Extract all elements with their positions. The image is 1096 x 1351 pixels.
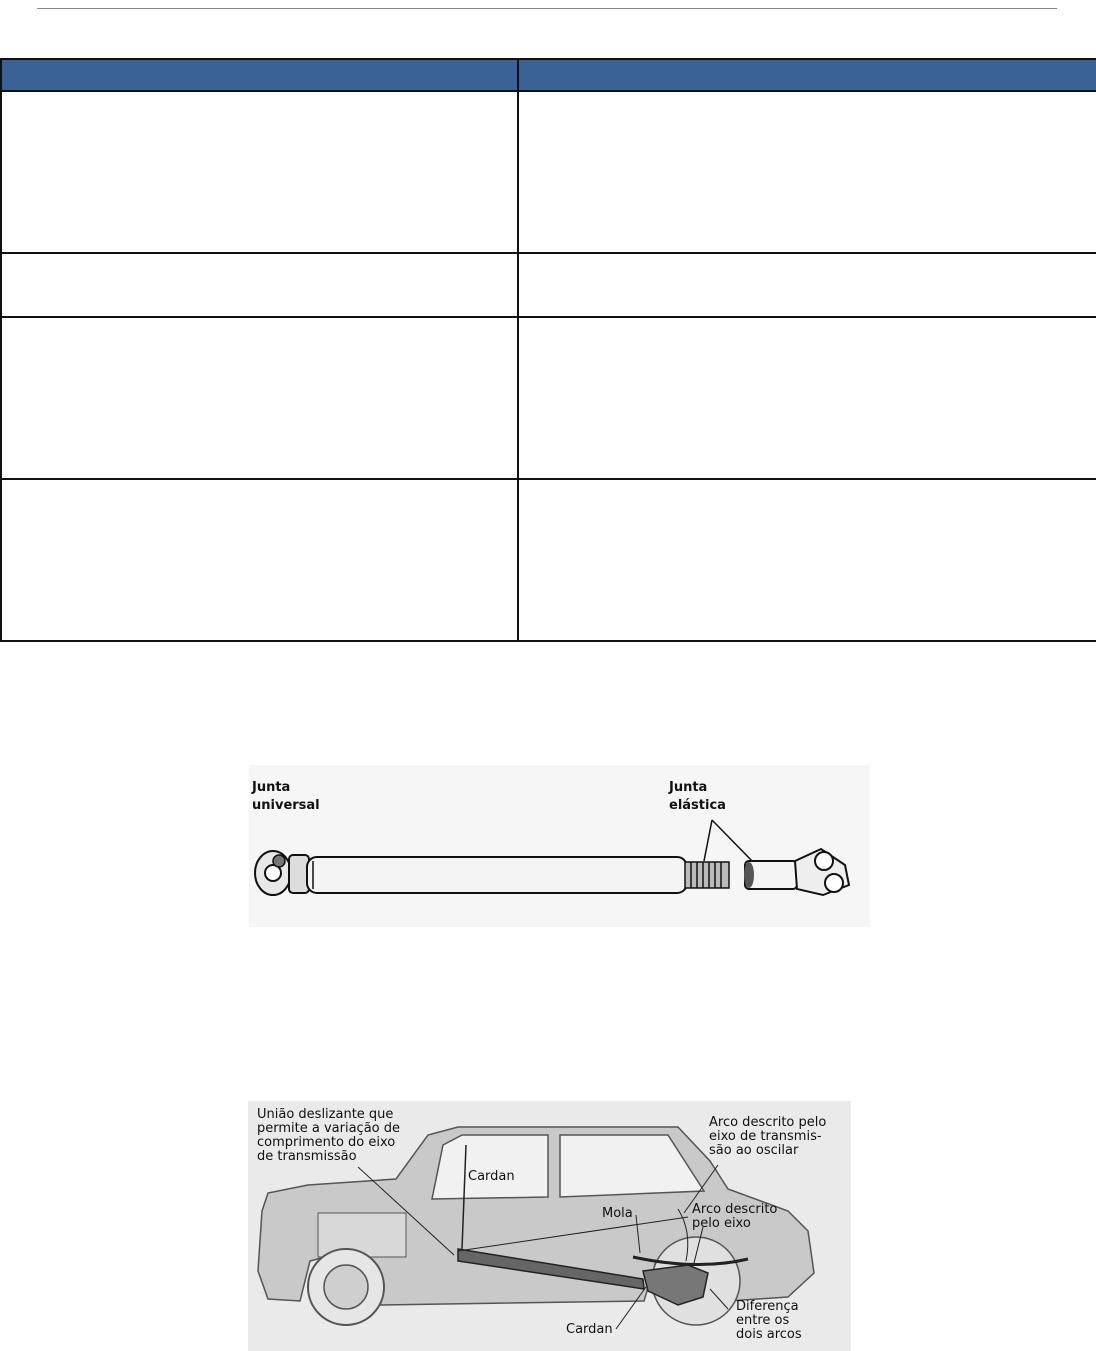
table-header-cell [1,59,518,91]
table-cell [1,91,518,253]
drive-shaft-illustration [249,765,870,927]
label-cardan-top: Cardan [468,1169,515,1184]
table-cell [518,253,1096,317]
car-driveline-figure [248,1101,851,1351]
label-mola: Mola [602,1206,633,1221]
table-row [1,479,1096,641]
drive-shaft-figure [249,765,870,927]
label-sliding-union: União deslizante que permite a variação de comprimento do eixo de transmissão [257,1107,400,1164]
label-universal-joint: Junta universal [252,780,320,813]
label-arc-axle: Arco descrito pelo eixo [692,1202,778,1231]
label-arc-shaft: Arco descrito pelo eixo de transmis- são ao oscilar [709,1115,827,1158]
table-cell [1,479,518,641]
table-cell [518,479,1096,641]
table-row [1,317,1096,479]
table-cell [518,91,1096,253]
table-row [1,253,1096,317]
top-rule [37,8,1057,9]
table-header-cell [518,59,1096,91]
table-cell [518,317,1096,479]
label-difference: Diferença entre os dois arcos [736,1299,802,1342]
table-header-row [1,59,1096,91]
table-row [1,91,1096,253]
empty-table [0,58,1096,642]
table-cell [1,317,518,479]
table-cell [1,253,518,317]
label-elastic-joint: Junta elástica [669,780,726,813]
label-cardan-bottom: Cardan [566,1322,613,1337]
